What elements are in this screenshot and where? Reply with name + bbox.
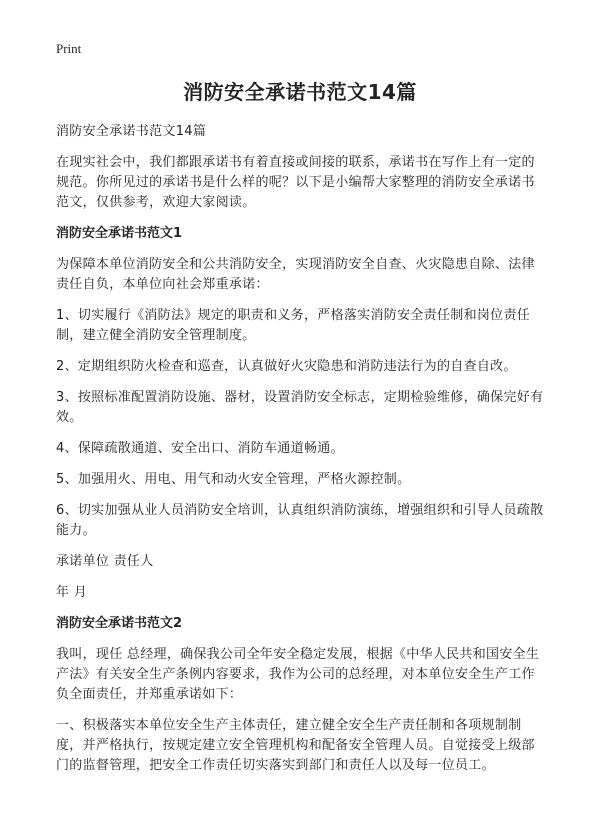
section1-item-4: 4、保障疏散通道、安全出口、消防车通道畅通。 <box>56 441 344 456</box>
section1-signature: 承诺单位 责任人 <box>56 554 154 569</box>
section1-heading: 消防安全承诺书范文1 <box>56 226 183 241</box>
section1-date: 年 月 <box>56 585 88 600</box>
section2-lead: 我叫，现任 总经理，确保我公司全年安全稳定发展，根据《中华人民共和国安全生产法》有关安全生产条例内容要求，我作为公司的总经理，对本单位安全生产工作负全面责任，并郑重承诺如下： <box>56 647 540 702</box>
section2-heading: 消防安全承诺书范文2 <box>56 616 183 631</box>
section1-item-5: 5、加强用火、用电、用气和动火安全管理，严格火源控制。 <box>56 472 411 487</box>
document-title: 消防安全承诺书范文14篇 <box>183 80 417 104</box>
section1-item-1: 1、切实履行《消防法》规定的职责和义务，严格落实消防安全责任制和岗位责任制，建立健全消防安全管理制度。 <box>56 308 531 343</box>
intro-paragraph: 在现实社会中，我们都跟承诺书有着直接或间接的联系，承诺书在写作上有一定的规范。你所见过的承诺书是什么样的呢？以下是小编帮大家整理的消防安全承诺书范文，仅供参考，欢迎大家阅读。 <box>56 155 535 210</box>
section1-item-2: 2、定期组织防火检查和巡查，认真做好火灾隐患和消防违法行为的自查自改。 <box>56 359 517 374</box>
section1-item-3: 3、按照标准配置消防设施、器材，设置消防安全标志，定期检验维修，确保完好有效。 <box>56 390 544 425</box>
subtitle: 消防安全承诺书范文14篇 <box>56 124 207 139</box>
print-link[interactable]: Print <box>56 41 82 56</box>
section1-lead: 为保障本单位消防安全和公共消防安全，实现消防安全自查、火灾隐患自除、法律责任自负，本单位向社会郑重承诺： <box>56 257 535 292</box>
section1-item-6: 6、切实加强从业人员消防安全培训，认真组织消防演练，增强组织和引导人员疏散能力。 <box>56 503 544 538</box>
section2-item-1: 一、积极落实本单位安全生产主体责任，建立健全安全生产责任制和各项规制制度，并严格执行，按规定建立安全管理机构和配备安全管理人员。自觉接受上级部门的监督管理，把安全工作责任切实落实到部门和责任人以及每一位员工。 <box>56 718 535 773</box>
